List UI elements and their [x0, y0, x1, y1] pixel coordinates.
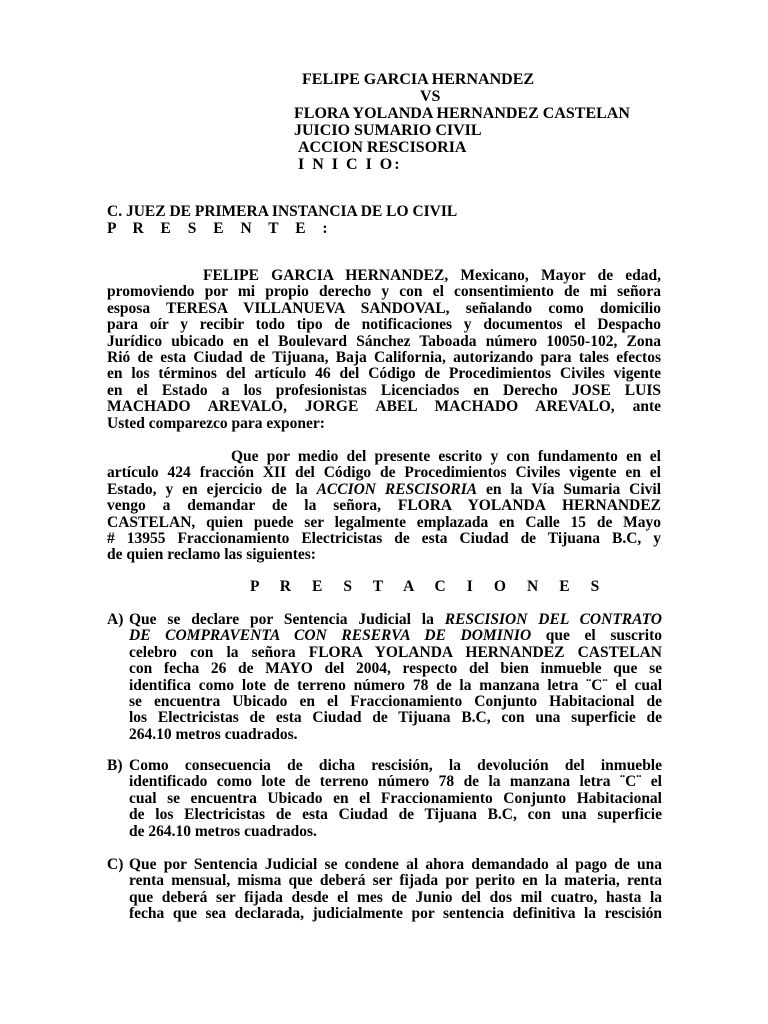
addressee-block	[107, 203, 457, 237]
paragraph-line: Usted comparezco para exponer:	[107, 414, 325, 432]
item-body	[129, 612, 662, 743]
item-marker: C)	[107, 856, 124, 873]
emphasis-text: DE COMPRAVENTA CON RESERVA DE DOMINIO	[129, 627, 532, 645]
text-run: en la Vía Sumaria Civil	[477, 480, 662, 498]
item-body	[129, 758, 662, 840]
item-marker: B)	[107, 757, 123, 774]
presente-label: P R E S E N T E :	[107, 220, 335, 237]
paragraph-line: de los Electricistas de esta Ciudad de Tijuana B.C, con una superficie	[129, 806, 662, 824]
text-run: Estado, y en ejercicio de la	[107, 480, 317, 498]
list-item	[107, 612, 662, 743]
paragraph-line: en el Estado a los profesionistas Licenciados en Derecho JOSE LUIS	[107, 381, 661, 399]
paragraph-line: esposa TERESA VILLANUEVA SANDOVAL, señalando como domicilio	[107, 299, 661, 317]
paragraph-line: renta mensual, misma que deberá ser fijada por perito en la materia, renta	[129, 872, 662, 890]
paragraph-line: celebro con la señora FLORA YOLANDA HERNANDEZ CASTELAN	[129, 643, 662, 661]
emphasis-text: ACCION RESCISORIA	[316, 480, 478, 498]
defendant-name: FLORA YOLANDA HERNANDEZ CASTELAN	[294, 105, 630, 122]
paragraph-line: vengo a demandar de la señora, FLORA YOLANDA HERNANDEZ	[107, 497, 661, 515]
claim-paragraph	[107, 449, 661, 564]
stage-label: I N I C I O:	[298, 156, 402, 173]
paragraph-line: MACHADO AREVALO, JORGE ABEL MACHADO AREVALO, ante	[107, 398, 661, 416]
emphasis-text: RESCISION DEL CONTRATO	[444, 611, 662, 628]
paragraph-line: de quien reclamo las siguientes:	[107, 546, 316, 564]
paragraph-line: identifica como lote de terreno número 78 de la manzana letra ¨C¨ el cual	[129, 676, 662, 694]
paragraph-line: Como consecuencia de dicha rescisión, la devolución del inmueble	[129, 757, 662, 774]
list-item	[107, 758, 662, 840]
paragraph-line: en los términos del artículo 46 del Código de Procedimientos Civiles vigente	[107, 365, 661, 383]
paragraph-line: los Electricistas de esta Ciudad de Tijuana B.C, con una superficie de	[129, 709, 662, 727]
versus-label: VS	[420, 88, 441, 105]
paragraph-line: identificado como lote de terreno número 78 de la manzana letra ¨C¨ el	[129, 773, 662, 791]
text-run: que el suscrito	[531, 627, 662, 645]
paragraph-line	[107, 482, 661, 498]
paragraph-line: artículo 424 fracción XII del Código de Procedimientos Civiles vigente en el	[107, 464, 661, 482]
paragraph-line: promoviendo por mi propio derecho y con el consentimiento de mi señora	[107, 283, 661, 301]
list-item	[107, 857, 662, 923]
plaintiff-name: FELIPE GARCIA HERNANDEZ	[302, 71, 535, 88]
paragraph-line	[129, 612, 662, 628]
paragraph-line: para oír y recibir todo tipo de notificaciones y documentos el Despacho	[107, 316, 661, 334]
paragraph-line: Que por medio del presente escrito y con fundamento en el	[231, 448, 661, 465]
paragraph-line: cual se encuentra Ubicado en el Fraccionamiento Conjunto Habitacional	[129, 789, 662, 807]
action-type: ACCION RESCISORIA	[298, 139, 467, 156]
paragraph-line: de 264.10 metros cuadrados.	[129, 822, 317, 840]
section-heading: P R E S T A C I O N E S	[250, 578, 608, 595]
paragraph-line: 264.10 metros cuadrados.	[129, 725, 298, 743]
paragraph-line: CASTELAN, quien puede ser legalmente emplazada en Calle 15 de Mayo	[107, 513, 661, 531]
paragraph-line: Jurídico ubicado en el Boulevard Sánchez Taboada número 10050-102, Zona	[107, 332, 661, 350]
trial-type: JUICIO SUMARIO CIVIL	[294, 122, 482, 139]
paragraph-line: con fecha 26 de MAYO del 2004, respecto del bien inmueble que se	[129, 660, 662, 678]
judge-title: C. JUEZ DE PRIMERA INSTANCIA DE LO CIVIL	[107, 203, 458, 220]
item-marker: A)	[107, 611, 124, 628]
paragraph-line	[129, 628, 662, 644]
paragraph-line: que deberá ser fijada desde el mes de Junio del dos mil cuatro, hasta la	[129, 888, 662, 906]
paragraph-line: se encuentra Ubicado en el Fraccionamiento Conjunto Habitacional de	[129, 693, 662, 711]
paragraph-line: fecha que sea declarada, judicialmente por sentencia definitiva la rescisión	[129, 905, 662, 923]
introduction-paragraph	[107, 268, 661, 432]
paragraph-line: FELIPE GARCIA HERNANDEZ, Mexicano, Mayor de edad,	[203, 267, 661, 284]
case-caption	[294, 71, 734, 173]
text-run: Que se declare por Sentencia Judicial la	[129, 611, 445, 628]
paragraph-line: Que por Sentencia Judicial se condene al ahora demandado al pago de una	[129, 856, 662, 873]
item-body	[129, 857, 662, 923]
paragraph-line: # 13955 Fraccionamiento Electricistas de esta Ciudad de Tijuana B.C, y	[107, 530, 661, 548]
paragraph-line: Rió de esta Ciudad de Tijuana, Baja California, autorizando para tales efectos	[107, 349, 661, 367]
